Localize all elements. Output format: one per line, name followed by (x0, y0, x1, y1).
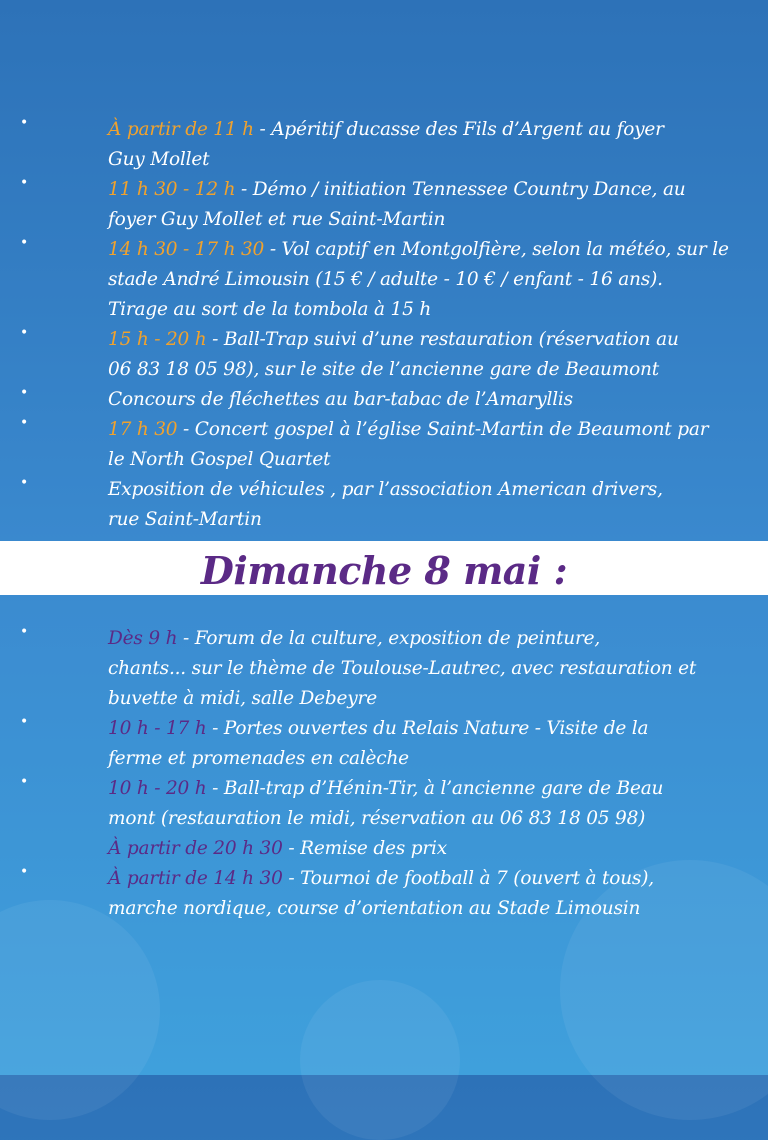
schedule-time: À partir de 14 h 30 (108, 868, 283, 889)
schedule-line (108, 295, 740, 325)
schedule-item (0, 624, 768, 714)
schedule-item (0, 175, 768, 235)
schedule-line (108, 744, 740, 774)
schedule-line (108, 684, 740, 714)
schedule-time: 10 h - 17 h (108, 718, 207, 739)
schedule-line (108, 145, 740, 175)
bullet-icon: • (20, 714, 29, 730)
schedule-text: le North Gospel Quartet (108, 449, 331, 470)
schedule-line (108, 205, 740, 235)
bullet-icon: • (20, 115, 29, 131)
bullet-icon: • (20, 235, 29, 251)
schedule-text: - Portes ouvertes du Relais Nature - Visite de la (206, 718, 649, 739)
schedule-line (108, 714, 740, 744)
schedule-time: 17 h 30 (108, 419, 178, 440)
background-bokeh (0, 900, 160, 1120)
schedule-time: 11 h 30 - 12 h (108, 179, 236, 200)
background-bokeh (300, 980, 460, 1140)
bullet-icon: • (20, 475, 29, 491)
bullet-icon: • (20, 864, 29, 880)
schedule-time: Dès 9 h (108, 628, 178, 649)
schedule-line (108, 894, 740, 924)
schedule-text: Guy Mollet (108, 149, 210, 170)
schedule-item (0, 115, 768, 175)
schedule-line (108, 654, 740, 684)
bullet-icon: • (20, 325, 29, 341)
sunday-title: Dimanche 8 mai : (200, 548, 568, 593)
sunday-header-band (0, 541, 768, 595)
schedule-text: - Vol captif en Montgolfière, selon la météo, sur le (264, 239, 729, 260)
schedule-line (108, 385, 740, 415)
schedule-line (108, 475, 740, 505)
schedule-item (0, 714, 768, 774)
schedule-line (108, 325, 740, 355)
schedule-line (108, 834, 740, 864)
schedule-line (108, 115, 740, 145)
schedule-item (0, 415, 768, 475)
schedule-text: - Ball-trap d’Hénin-Tir, à l’ancienne gare de Beau (206, 778, 664, 799)
schedule-time: 14 h 30 - 17 h 30 (108, 239, 265, 260)
bullet-icon: • (20, 415, 29, 431)
schedule-time: À partir de 11 h (108, 119, 254, 140)
schedule-text: - Ball-Trap suivi d’une restauration (réservation au (206, 329, 679, 350)
schedule-text: - Démo / initiation Tennessee Country Dance, au (235, 179, 686, 200)
schedule-time: À partir de 20 h 30 (108, 838, 283, 859)
schedule-line (108, 355, 740, 385)
schedule-text: chants... sur le thème de Toulouse-Lautrec, avec restauration et (108, 658, 697, 679)
schedule-line (108, 804, 740, 834)
schedule-text: buvette à midi, salle Debeyre (108, 688, 377, 709)
schedule-line (108, 505, 740, 535)
schedule-text: Concours de fléchettes au bar-tabac de l’Amaryllis (108, 389, 573, 410)
schedule-text: 06 83 18 05 98), sur le site de l’ancienne gare de Beaumont (108, 359, 659, 380)
schedule-text: foyer Guy Mollet et rue Saint-Martin (108, 209, 446, 230)
schedule-item (0, 475, 768, 535)
schedule-line (108, 175, 740, 205)
schedule-time: 10 h - 20 h (108, 778, 207, 799)
schedule-item (0, 864, 768, 924)
schedule-item (0, 774, 768, 864)
schedule-line (108, 864, 740, 894)
bullet-icon: • (20, 175, 29, 191)
schedule-text: Tirage au sort de la tombola à 15 h (108, 299, 432, 320)
schedule-line (108, 624, 740, 654)
schedule-text: ferme et promenades en calèche (108, 748, 409, 769)
schedule-item (0, 385, 768, 415)
schedule-text: - Apéritif ducasse des Fils d’Argent au foyer (253, 119, 664, 140)
bullet-icon: • (20, 774, 29, 790)
schedule-text: - Tournoi de football à 7 (ouvert à tous), (282, 868, 654, 889)
schedule-text: stade André Limousin (15 € / adulte - 10 € / enfant - 16 ans). (108, 269, 663, 290)
sunday-schedule-list (0, 624, 768, 924)
schedule-text: - Concert gospel à l’église Saint-Martin de Beaumont par (177, 419, 709, 440)
schedule-item (0, 235, 768, 325)
schedule-line (108, 415, 740, 445)
schedule-line (108, 235, 740, 265)
schedule-item (0, 325, 768, 385)
schedule-text: - Remise des prix (282, 838, 447, 859)
schedule-text: marche nordique, course d’orientation au Stade Limousin (108, 898, 641, 919)
schedule-text: mont (restauration le midi, réservation au 06 83 18 05 98) (108, 808, 646, 829)
schedule-line (108, 265, 740, 295)
schedule-line (108, 445, 740, 475)
schedule-time: 15 h - 20 h (108, 329, 207, 350)
schedule-text: Exposition de véhicules , par l’association American drivers, (108, 479, 663, 500)
bullet-icon: • (20, 624, 29, 640)
bullet-icon: • (20, 385, 29, 401)
schedule-text: rue Saint-Martin (108, 509, 262, 530)
saturday-schedule-list (0, 115, 768, 535)
schedule-text: - Forum de la culture, exposition de peinture, (177, 628, 601, 649)
schedule-line (108, 774, 740, 804)
